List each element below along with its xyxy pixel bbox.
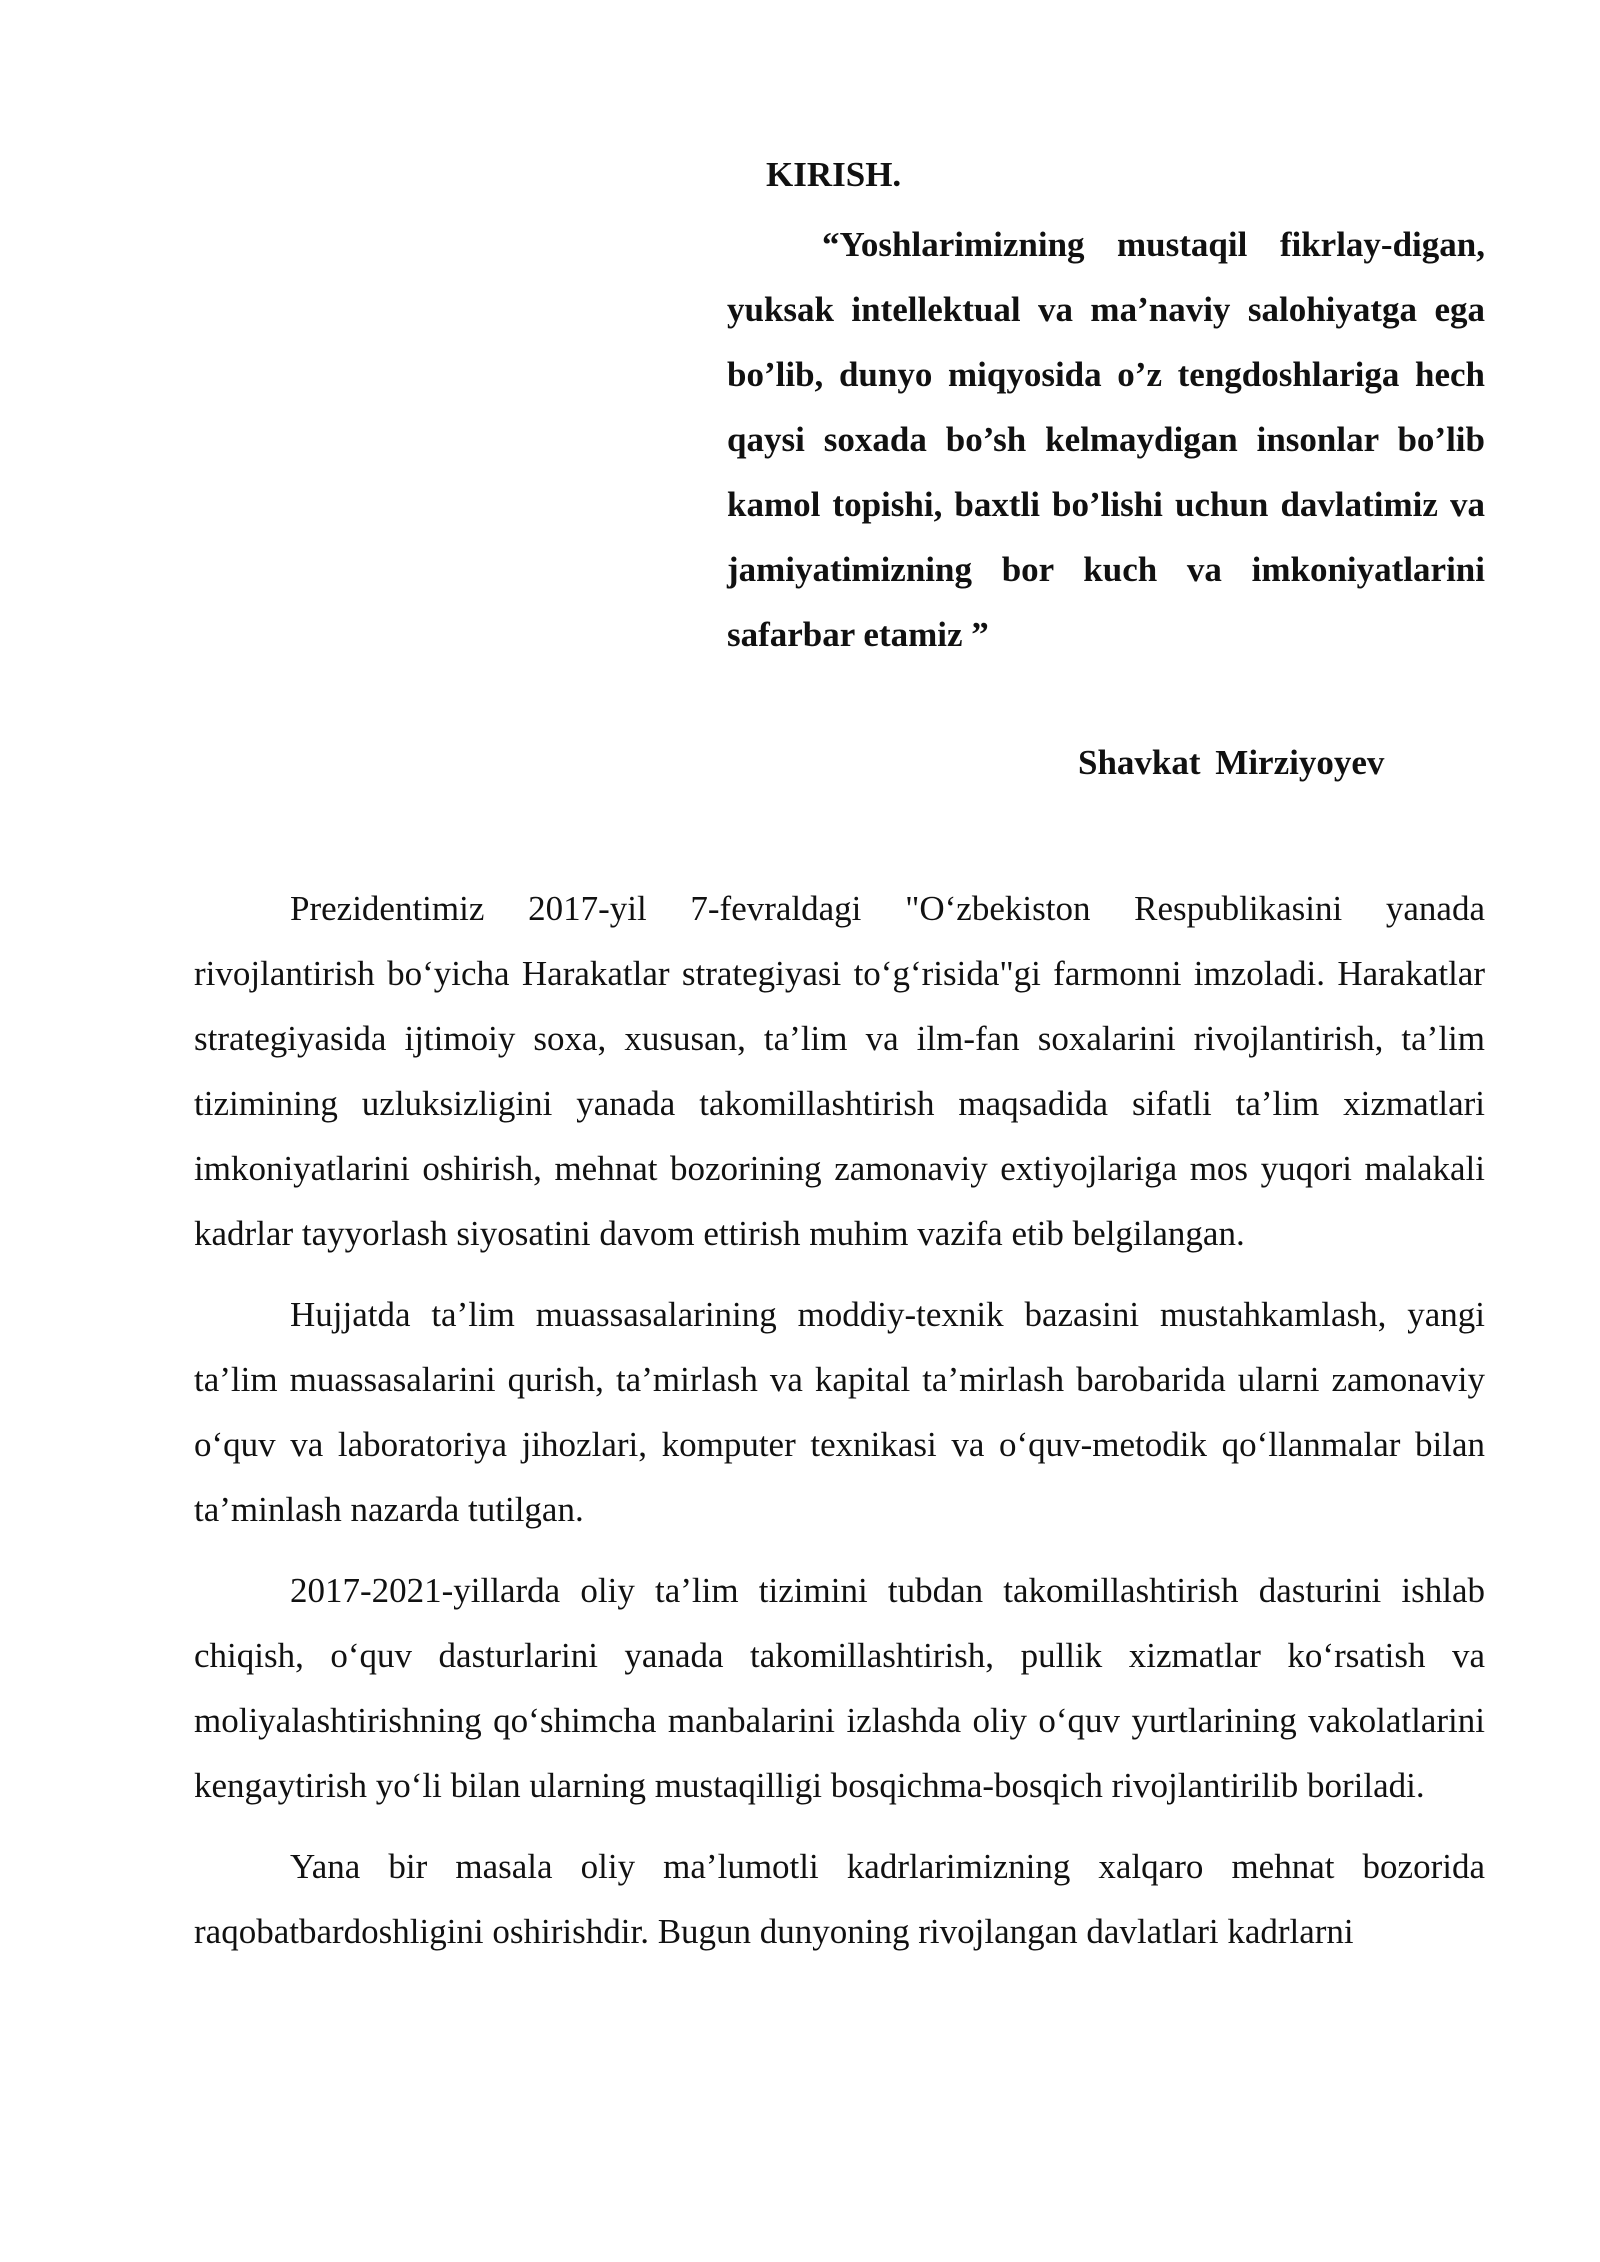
paragraph: 2017-2021-yillarda oliy ta’lim tizimini tubdan takomillashtirish dasturini ishlab chiqish, o‘quv dasturlarini yanada takomillashtirish, pullik xizmatlar ko‘rsatish va moliyalashtirishning qo‘shimcha manbalarini izlashda oliy o‘quv yurtlarining vakolatlarini kengaytirish yo‘li bilan ularning mustaqilligi bosqichma-bosqich rivojlantirilib boriladi. (194, 1571, 1485, 1805)
body-text (194, 876, 1485, 1980)
paragraph: Yana bir masala oliy ma’lumotli kadrlarimizning xalqaro mehnat bozorida raqobatbardoshligini oshirishdir. Bugun dunyoning rivojlangan davlatlari kadrlarni (194, 1847, 1485, 1951)
section-heading: KIRISH. (766, 155, 902, 194)
epigraph-quote: “Yoshlarimizning mustaqil fikrlay-digan, yuksak intellektual va ma’naviy salohiyatga ega bo’lib, dunyo miqyosida o’z tengdoshlariga hech qaysi soxada bo’sh kelmaydigan insonlar bo’lib kamol topishi, baxtli bo’lishi uchun davlatimiz va jamiyatimizning bor kuch va imkoniyatlarini safarbar etamiz ” (727, 225, 1485, 654)
paragraph: Hujjatda ta’lim muassasalarining moddiy-texnik bazasini mustahkamlash, yangi ta’lim muassasalarini qurish, ta’mirlash va kapital ta’mirlash barobarida ularni zamonaviy o‘quv va laboratoriya jihozlari, komputer texnikasi va o‘quv-metodik qo‘llanmalar bilan ta’minlash nazarda tutilgan. (194, 1295, 1485, 1529)
paragraph: Prezidentimiz 2017-yil 7-fevraldagi "O‘zbekiston Respublikasini yanada rivojlantirish bo‘yicha Harakatlar strategiyasi to‘g‘risida"gi farmonni imzoladi. Harakatlar strategiyasida ijtimoiy soxa, xususan, ta’lim va ilm-fan soxalarini rivojlantirish, ta’lim tizimining uzluksizligini yanada takomillashtirish maqsadida sifatli ta’lim xizmatlari imkoniyatlarini oshirish, mehnat bozorining zamonaviy extiyojlariga mos yuqori malakali kadrlar tayyorlash siyosatini davom ettirish muhim vazifa etib belgilangan. (194, 889, 1485, 1253)
epigraph-author: Shavkat Mirziyoyev (1078, 743, 1385, 782)
